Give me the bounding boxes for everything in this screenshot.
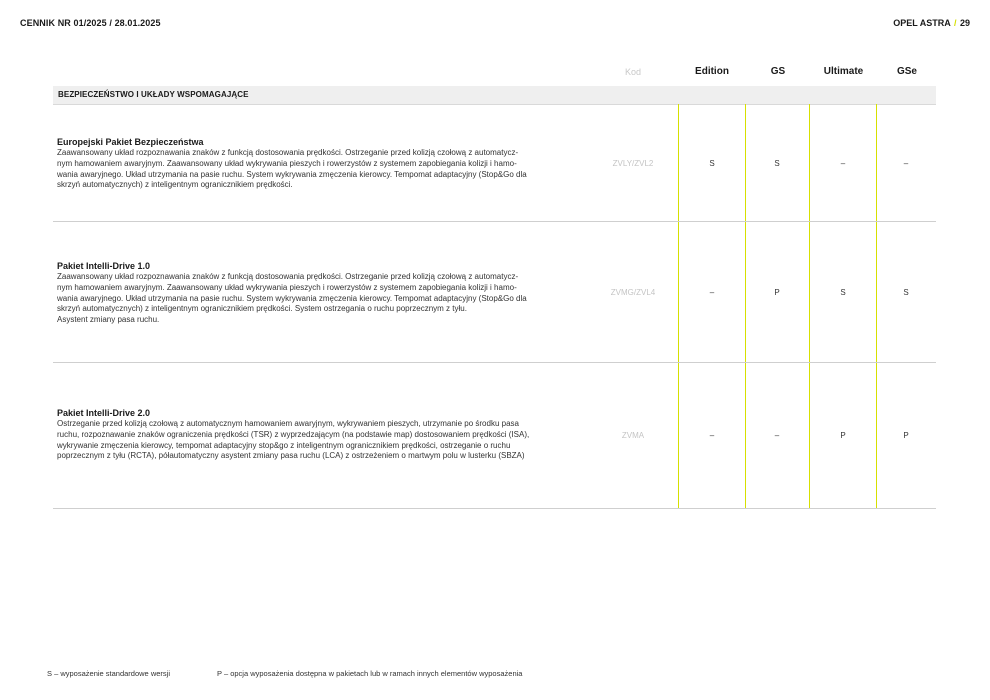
row-description [57, 137, 587, 191]
package-title: Europejski Pakiet Bezpieczeństwa [57, 137, 204, 147]
cell-ultimate: – [840, 159, 846, 168]
table-row [53, 222, 936, 362]
page-header-right [893, 18, 970, 28]
row-description [57, 261, 587, 326]
description-line: nym hamowaniem awaryjnym. Zaawansowany układ wykrywania pieszych i rowerzystów z systemem zapobiegania kolizji i hamo- [57, 282, 517, 292]
column-header-ultimate: Ultimate [823, 66, 864, 77]
description-line: Zaawansowany układ rozpoznawania znaków z funkcją dostosowania prędkości. Ostrzeganie przed kolizją czołową z automatycz- [57, 148, 519, 157]
description-line: wania awaryjnego. Układ utrzymania na pasie ruchu. System wykrywania zmęczenia kierowcy. Tempomat adaptacyjny (Stop&Go dla [57, 293, 527, 303]
description-line: wykrywanie zmęczenia kierowcy, tempomat adaptacyjny stop&go z inteligentnym ogranicznikiem prędkości, ostrzeganie o ruchu [57, 440, 511, 450]
cell-gse: – [903, 159, 909, 168]
model-name: OPEL ASTRA [893, 18, 951, 28]
cell-gse: S [903, 288, 909, 297]
legend-standard: S – wyposażenie standardowe wersji [47, 669, 170, 678]
cell-gs: – [774, 431, 780, 440]
description-line: skrzyń automatycznych) z inteligentnym ogranicznikiem prędkości. [57, 180, 293, 190]
price-list-date: 28.01.2025 [114, 18, 161, 28]
cell-edition: – [709, 288, 715, 297]
description-line: Asystent zmiany pasa ruchu. [57, 315, 160, 325]
description-line: skrzyń automatycznych) z inteligentnym ogranicznikiem prędkości. System ostrzegania o ruchu poprzecznym z tyłu. [57, 304, 467, 314]
column-header-gse: GSe [896, 66, 917, 77]
package-title: Pakiet Intelli-Drive 1.0 [57, 261, 151, 271]
legend-optional: P – opcja wyposażenia dostępna w pakietach lub w ramach innych elementów wyposażenia [217, 669, 523, 678]
description-line: Ostrzeganie przed kolizją czołową z automatycznym hamowaniem awaryjnym, wykrywaniem pieszych, utrzymanie po środku pasa [57, 419, 519, 428]
page-number: 29 [959, 18, 970, 28]
description-line: Zaawansowany układ rozpoznawania znaków z funkcją dostosowania prędkości. Ostrzeganie przed kolizją czołową z automatycz- [57, 272, 519, 281]
cell-gse: P [903, 431, 909, 440]
table-row [53, 104, 936, 221]
description-line: poprzecznym z tyłu (RCTA), półautomatyczny asystent zmiany pasa ruchu (LCA) z ostrzeżeniem o martwym polu w lusterku (SBZA) [57, 451, 525, 461]
row-description [57, 408, 587, 462]
option-code: ZVMG/ZVL4 [610, 288, 656, 297]
section-title: BEZPIECZEŃSTWO I UKŁADY WSPOMAGAJĄCE [58, 90, 249, 99]
column-header-edition: Edition [695, 66, 729, 77]
cell-gs: S [774, 159, 780, 168]
header-accent-separator: / [953, 18, 957, 28]
price-list-number: CENNIK NR 01/2025 [20, 18, 107, 28]
cell-edition: – [709, 431, 715, 440]
cell-gs: P [774, 288, 780, 297]
option-code: ZVMA [621, 431, 645, 440]
row-divider [53, 508, 936, 509]
description-line: nym hamowaniem awaryjnym. Zaawansowany układ wykrywania pieszych i rowerzystów z systemem zapobiegania kolizji i hamo- [57, 158, 517, 168]
description-line: ruchu, rozpoznawanie znaków ograniczenia prędkości (TSR) z wyprzedzającym (na podstawie map) dostosowaniem prędkości (ISA), [57, 429, 530, 439]
price-list-header [20, 18, 161, 28]
description-line: wania awaryjnego. Układ utrzymania na pasie ruchu. System wykrywania zmęczenia kierowcy. Tempomat adaptacyjny (Stop&Go dla [57, 169, 527, 179]
header-separator: / [109, 18, 112, 28]
column-header-code: Kod [624, 67, 641, 77]
table-row [53, 363, 936, 508]
cell-edition: S [709, 159, 715, 168]
section-header [53, 86, 936, 105]
cell-ultimate: S [840, 288, 846, 297]
package-title: Pakiet Intelli-Drive 2.0 [57, 408, 151, 418]
cell-ultimate: P [840, 431, 846, 440]
option-code: ZVLY/ZVL2 [612, 159, 654, 168]
column-header-gs: GS [770, 66, 786, 77]
